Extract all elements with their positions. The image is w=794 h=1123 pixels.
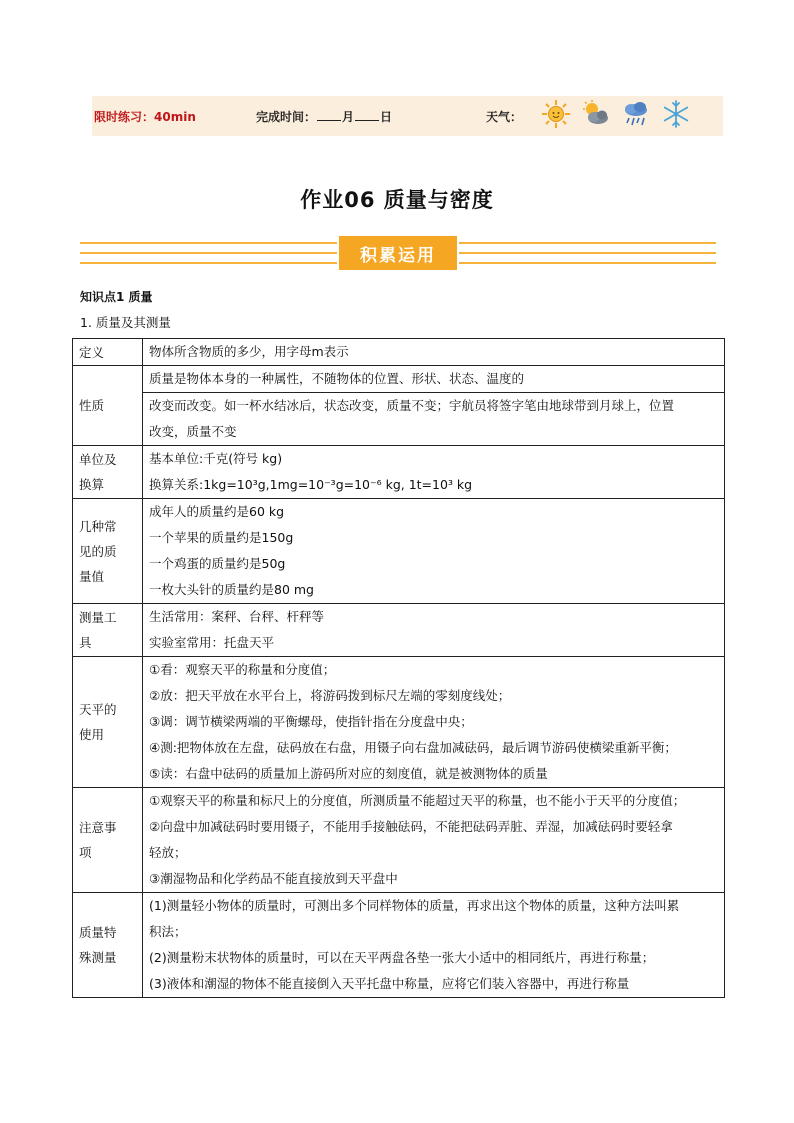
month-label: 月 [342, 109, 355, 124]
table-row [73, 366, 725, 446]
header-band [92, 96, 723, 136]
completion-label: 完成时间： [256, 109, 317, 124]
row-content: 物体所含物质的多少，用字母m表示 [143, 339, 725, 366]
row-label: 几种常 见的质 量值 [73, 499, 143, 604]
table-row [73, 788, 725, 893]
table-row [73, 657, 725, 788]
row-content: ①观察天平的称量和标尺上的分度值，所测质量不能超过天平的称量，也不能小于天平的分度值； ②向盘中加减砝码时要用镊子，不能用手接触砝码，不能把砝码弄脏、弄湿，加减砝码时要轻拿 轻放； ③潮湿物品和化学药品不能直接放到天平盘中 [143, 788, 725, 893]
snowflake-icon[interactable] [660, 98, 692, 130]
day-blank [355, 109, 379, 121]
section-heading: 积累运用 [339, 236, 457, 270]
row-label: 注意事 项 [73, 788, 143, 893]
row-label: 性质 [73, 366, 143, 446]
row-label: 测量工 具 [73, 604, 143, 657]
row-label: 定义 [73, 339, 143, 366]
subheading: 1. 质量及其测量 [80, 315, 171, 330]
table-row [73, 339, 725, 366]
table-row [73, 604, 725, 657]
month-blank [317, 109, 341, 121]
table-row [73, 893, 725, 998]
partly-cloudy-icon[interactable] [580, 98, 612, 130]
table-row [73, 499, 725, 604]
knowledge-table [72, 338, 725, 998]
row-label: 单位及 换算 [73, 446, 143, 499]
completion-time [256, 108, 392, 125]
row-content: 质量是物体本身的一种属性，不随物体的位置、形状、状态、温度的 改变而改变。如一杯水结冰后，状态改变，质量不变；宇航员将签字笔由地球带到月球上，位置 改变，质量不变 [143, 366, 725, 446]
knowledge-point-title: 知识点1 质量 [80, 290, 153, 304]
weather-label: 天气： [486, 109, 523, 124]
row-content: 生活常用：案秤、台秤、杆秤等 实验室常用：托盘天平 [143, 604, 725, 657]
row-content: ①看：观察天平的称量和分度值； ②放：把天平放在水平台上，将游码拨到标尺左端的零刻度线处； ③调：调节横梁两端的平衡螺母，使指针指在分度盘中央； ④测:把物体放在左盘，砝码放在右盘，用镊子向右盘加减砝码，最后调节游码使横梁重新平衡； ⑤读：右盘中砝码的质量加上游码所对应的刻度值，就是被测物体的质量 [143, 657, 725, 788]
day-label: 日 [380, 109, 393, 124]
sun-icon[interactable] [540, 98, 572, 130]
weather-icons [540, 98, 692, 130]
row-label: 天平的 使用 [73, 657, 143, 788]
row-content: (1)测量轻小物体的质量时，可测出多个同样物体的质量，再求出这个物体的质量，这种方法叫累 积法； (2)测量粉末状物体的质量时，可以在天平两盘各垫一张大小适中的相同纸片，再进行称量； (3)液体和潮湿的物体不能直接倒入天平托盘中称量，应将它们装入容器中，再进行称量 [143, 893, 725, 998]
row-content: 成年人的质量约是60 kg 一个苹果的质量约是150g 一个鸡蛋的质量约是50g 一枚大头针的质量约是80 mg [143, 499, 725, 604]
time-limit: 限时练习：40min [94, 109, 196, 124]
row-content: 基本单位:千克(符号 kg) 换算关系:1kg=10³g,1mg=10⁻³g=10⁻⁶ kg, 1t=10³ kg [143, 446, 725, 499]
row-label: 质量特 殊测量 [73, 893, 143, 998]
page-title: 作业06 质量与密度 [300, 188, 494, 212]
table-row [73, 446, 725, 499]
section-bar [80, 238, 716, 268]
rain-icon[interactable] [620, 98, 652, 130]
